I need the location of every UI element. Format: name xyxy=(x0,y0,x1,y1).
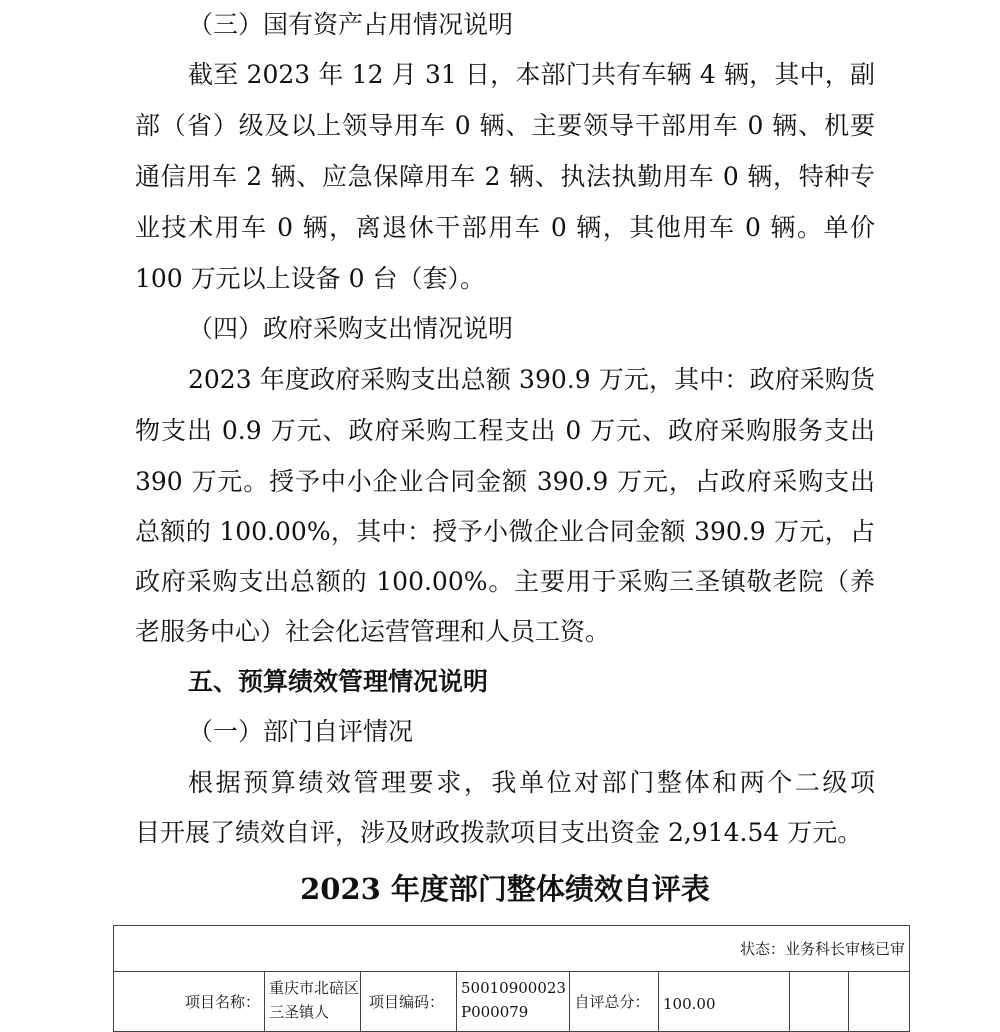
heading-performance: 五、预算绩效管理情况说明 xyxy=(188,667,489,696)
paragraph-line: 政府采购支出总额的 100.00%。主要用于采购三圣镇敬老院（养 xyxy=(135,567,875,596)
status-text: 状态：业务科长审核已审 xyxy=(739,939,905,958)
paragraph-line: 通信用车 2 辆、应急保障用车 2 辆、执法执勤用车 0 辆，特种专 xyxy=(135,162,875,191)
project-code-value: 50010900023P000079 xyxy=(457,972,570,1032)
paragraph-line: 部（省）级及以上领导用车 0 辆、主要领导干部用车 0 辆、机要 xyxy=(135,111,875,140)
paragraph-line: 2023 年度政府采购支出总额 390.9 万元，其中：政府采购货 xyxy=(188,365,875,394)
paragraph-line: 目开展了绩效自评，涉及财政拨款项目支出资金 2,914.54 万元。 xyxy=(135,818,863,847)
paragraph-line: 100 万元以上设备 0 台（套）。 xyxy=(135,264,485,293)
paragraph-line: 截至 2023 年 12 月 31 日，本部门共有车辆 4 辆，其中，副 xyxy=(188,60,875,89)
performance-table xyxy=(113,925,910,1032)
project-name-value: 重庆市北碚区三圣镇人 xyxy=(265,972,361,1032)
status-cell xyxy=(114,926,910,972)
table-title: 2023 年度部门整体绩效自评表 xyxy=(300,872,710,906)
paragraph-line: 老服务中心）社会化运营管理和人员工资。 xyxy=(135,617,611,646)
paragraph-line: 物支出 0.9 万元、政府采购工程支出 0 万元、政府采购服务支出 xyxy=(135,416,875,445)
empty-cell xyxy=(849,972,910,1032)
empty-cell xyxy=(790,972,849,1032)
heading-procurement: （四）政府采购支出情况说明 xyxy=(188,314,514,343)
project-code-label: 项目编码： xyxy=(361,972,457,1032)
paragraph-line: 总额的 100.00%，其中：授予小微企业合同金额 390.9 万元，占 xyxy=(135,517,875,546)
table-row xyxy=(114,926,910,972)
paragraph-line: 根据预算绩效管理要求，我单位对部门整体和两个二级项 xyxy=(188,768,875,797)
paragraph-line: 390 万元。授予中小企业合同金额 390.9 万元，占政府采购支出 xyxy=(135,467,875,496)
project-name-label: 项目名称： xyxy=(114,972,265,1032)
heading-state-assets: （三）国有资产占用情况说明 xyxy=(188,10,514,39)
paragraph-line: 业技术用车 0 辆，离退休干部用车 0 辆，其他用车 0 辆。单价 xyxy=(135,213,875,242)
score-value: 100.00 xyxy=(659,972,790,1032)
heading-self-evaluation: （一）部门自评情况 xyxy=(188,717,414,746)
score-label: 自评总分： xyxy=(570,972,659,1032)
table-row xyxy=(114,972,910,1032)
